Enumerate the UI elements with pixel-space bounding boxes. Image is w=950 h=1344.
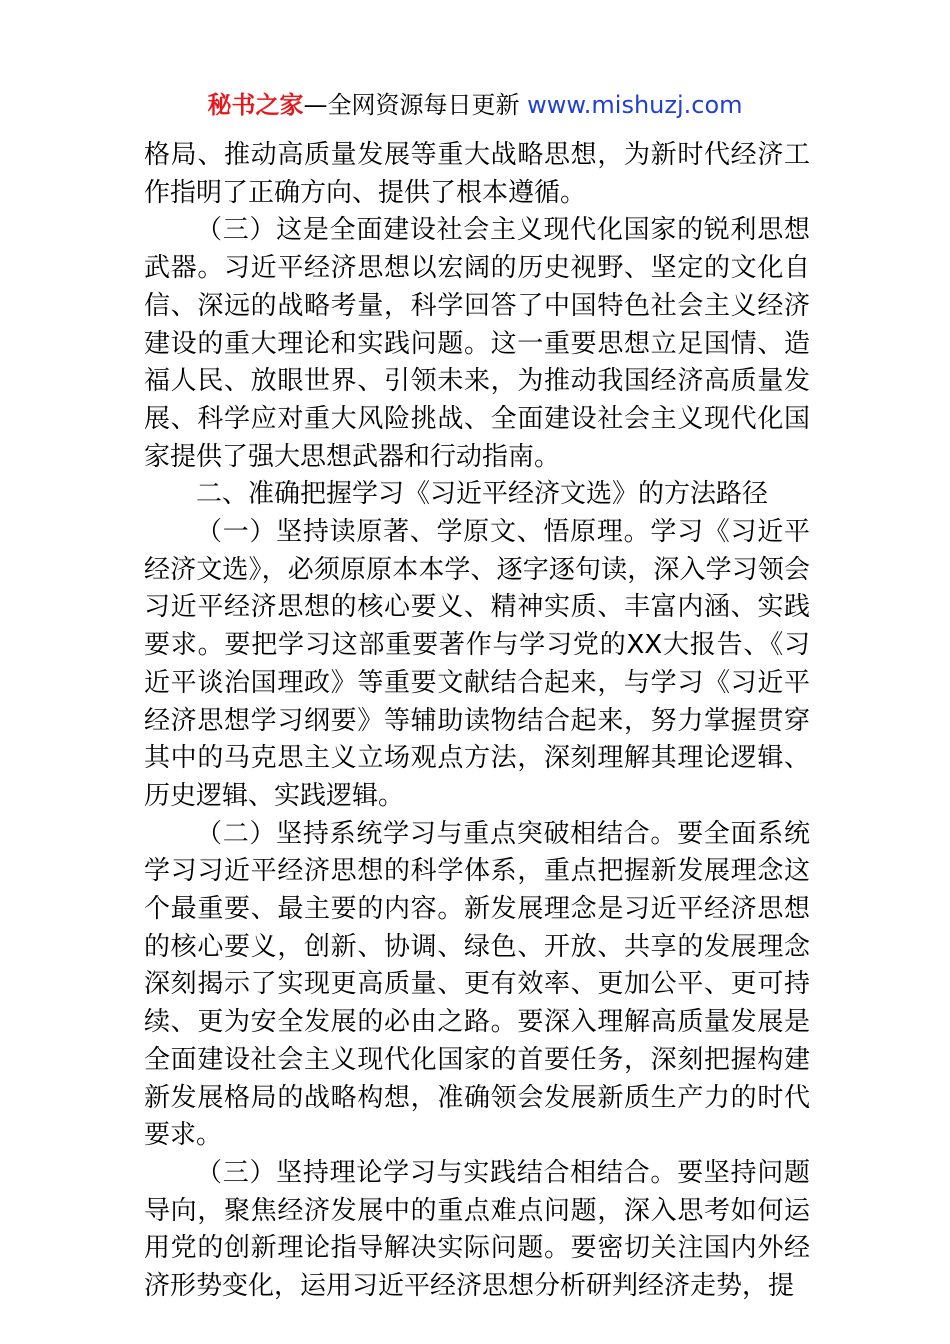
page-header <box>0 88 950 122</box>
document-body <box>144 137 810 1306</box>
header-dash: — <box>303 91 328 119</box>
paragraph-section-2-2: （二）坚持系统学习与重点突破相结合。要全面系统学习习近平经济思想的科学体系，重点把握新发展理念这个最重要、最主要的内容。新发展理念是习近平经济思想的核心要义，创新、协调、绿色、开放、共享的发展理念深刻揭示了实现更高质量、更有效率、更加公平、更可持续、更为安全发展的必由之路。要深入理解高质量发展是全面建设社会主义现代化国家的首要任务，深刻把握构建新发展格局的战略构想，准确领会发展新质生产力的时代要求。 <box>144 818 810 1151</box>
paragraph-section-1-3: （三）这是全面建设社会主义现代化国家的锐利思想武器。习近平经济思想以宏阔的历史视野、坚定的文化自信、深远的战略考量，科学回答了中国特色社会主义经济建设的重大理论和实践问题。这一重要思想立足国情、造福人民、放眼世界、引领未来，为推动我国经济高质量发展、科学应对重大风险挑战、全面建设社会主义现代化国家提供了强大思想武器和行动指南。 <box>144 215 810 472</box>
paragraph-continuation: 格局、推动高质量发展等重大战略思想，为新时代经济工作指明了正确方向、提供了根本遵循。 <box>144 140 810 208</box>
section-heading-2: 二、准确把握学习《习近平经济文选》的方法路径 <box>196 479 769 510</box>
paragraph-section-2-3: （三）坚持理论学习与实践结合相结合。要坚持问题导向，聚焦经济发展中的重点难点问题，深入思考如何运用党的创新理论指导解决实际问题。要密切关注国内外经济形势变化，运用习近平经济思想分析研判经济走势，提 <box>144 1157 810 1302</box>
paragraph-section-2-1: （一）坚持读原著、学原文、悟原理。学习《习近平经济文选》，必须原原本本学、逐字逐句读，深入学习领会习近平经济思想的核心要义、精神实质、丰富内涵、实践要求。要把学习这部重要著作与学习党的XX大报告、《习近平谈治国理政》等重要文献结合起来，与学习《习近平经济思想学习纲要》等辅助读物结合起来，努力掌握贯穿其中的马克思主义立场观点方法，深刻理解其理论逻辑、历史逻辑、实践逻辑。 <box>144 517 810 811</box>
header-url[interactable]: www.mishuzj.com <box>527 91 743 119</box>
brand-name: 秘书之家 <box>207 91 304 119</box>
header-slogan: 全网资源每日更新 <box>327 91 520 119</box>
